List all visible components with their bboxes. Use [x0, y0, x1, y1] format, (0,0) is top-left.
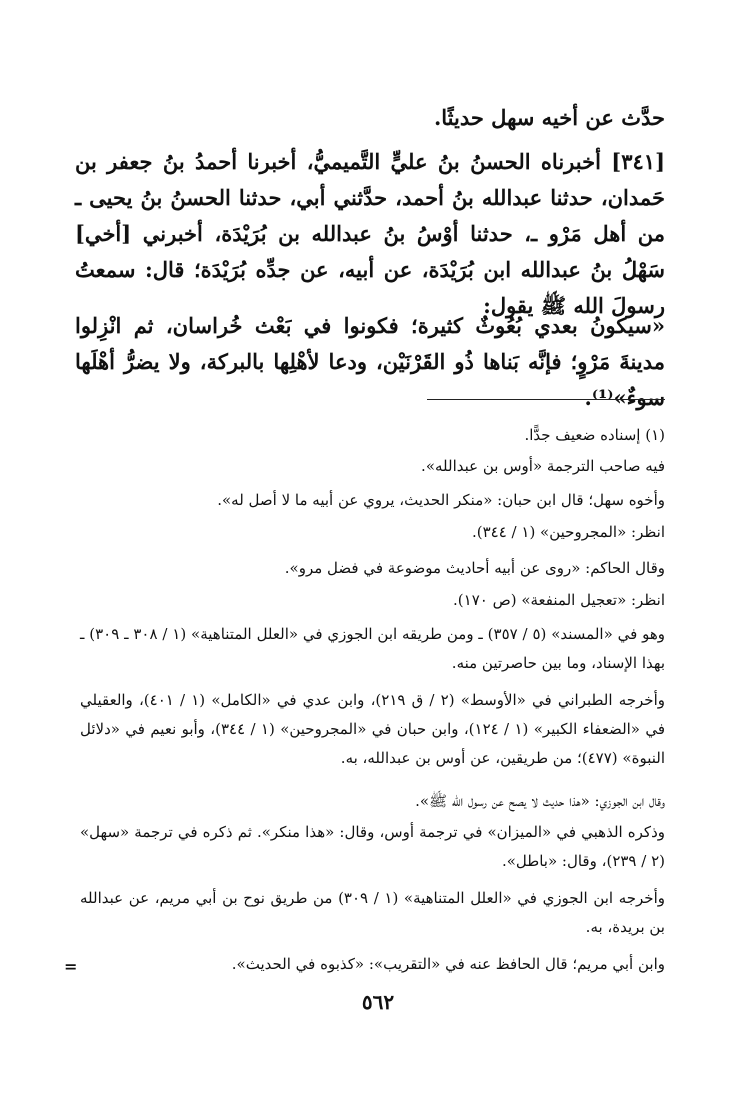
footnote-line: وذكره الذهبي في «الميزان» في ترجمة أوس، وقال: «هذا منكر». ثم ذكره في ترجمة «سهل» (٢ / ٢٣٩)، وقال: «باطل». — [80, 823, 665, 870]
page-number: ٥٦٢ — [361, 990, 395, 1014]
footnote-line: وهو في «المسند» (٥ / ٣٥٧) ـ ومن طريقه ابن الجوزي في «العلل المتناهية» (١ / ٣٠٨ ـ ٣٠٩) ـ بهذا الإسناد، وما بين حاصرتين منه. — [80, 625, 666, 672]
footnote-line: وأخوه سهل؛ قال ابن حبان: «منكر الحديث، يروي عن أبيه ما لا أصل له». — [217, 491, 665, 509]
continuation-mark: = — [64, 957, 78, 976]
footnote-line: وقال ابن الجوزي: «هذا حديث لا يصح عن رسول الله ﷺ». — [415, 792, 665, 810]
footnote-separator — [427, 399, 665, 400]
footnote-line: وأخرجه ابن الجوزي في «العلل المتناهية» (١ / ٣٠٩) من طريق نوح بن أبي مريم، عن عبدالله بن بريدة، به. — [80, 889, 665, 936]
footnote-1: (١) إسناده ضعيف جدًّا. — [524, 426, 665, 444]
main-text-paragraph-1: حدَّث عن أخيه سهل حديثًا. — [433, 105, 665, 130]
footnote-line: وقال الحاكم: «روى عن أبيه أحاديث موضوعة في فضل مرو». — [284, 559, 665, 577]
footnote-line: فيه صاحب الترجمة «أوس بن عبدالله». — [421, 457, 665, 475]
footnote-line: وابن أبي مريم؛ قال الحافظ عنه في «التقريب»: «كذبوه في الحديث». — [231, 955, 665, 973]
footnote-line: وأخرجه الطبراني في «الأوسط» (٢ / ق ٢١٩)، وابن عدي في «الكامل» (١ / ٤٠١)، والعقيلي في «الضعفاء الكبير» (١ / ١٢٤)، وابن حبان في «المجروحين» (١ / ٣٤٤)، وأبو نعيم في «دلائل النبوة» (٤٧٧)؛ من طريقين، عن أوس بن عبدالله، به. — [80, 691, 666, 767]
footnote-line: انظر: «تعجيل المنفعة» (ص ١٧٠). — [453, 591, 665, 609]
hadith-text: «سيكونُ بعدي بُعُوثٌ كثيرة؛ فكونوا في بَعْث خُراسان، ثم انْزِلوا مدينةَ مَرْوٍ؛ فإنَّه بَناها ذُو القَرْنَيْن، ودعا لأهْلِها بالبركة، ولا يضرُّ أهْلَها سوءٌ»⁽¹⁾. — [75, 313, 665, 410]
footnote-line: انظر: «المجروحين» (١ / ٣٤٤). — [471, 523, 665, 541]
main-text-paragraph-2: [٣٤١] أخبرناه الحسنُ بنُ عليٍّ التَّميميُّ، أخبرنا أحمدُ بنُ جعفر بن حَمدان، حدثنا عبدالله بنُ أحمد، حدَّثني أبي، حدثنا الحسنُ بنُ يحيى ـ من أهل مَرْو ـ، حدثنا أوْسُ بنُ عبدالله بن بُرَيْدَة، أخبرني [أخي] سَهْلُ بنُ عبدالله ابن بُرَيْدَة، عن أبيه، عن جدِّه بُرَيْدَة؛ قال: سمعتُ رسولَ الله ﷺ يقول: — [75, 149, 665, 318]
